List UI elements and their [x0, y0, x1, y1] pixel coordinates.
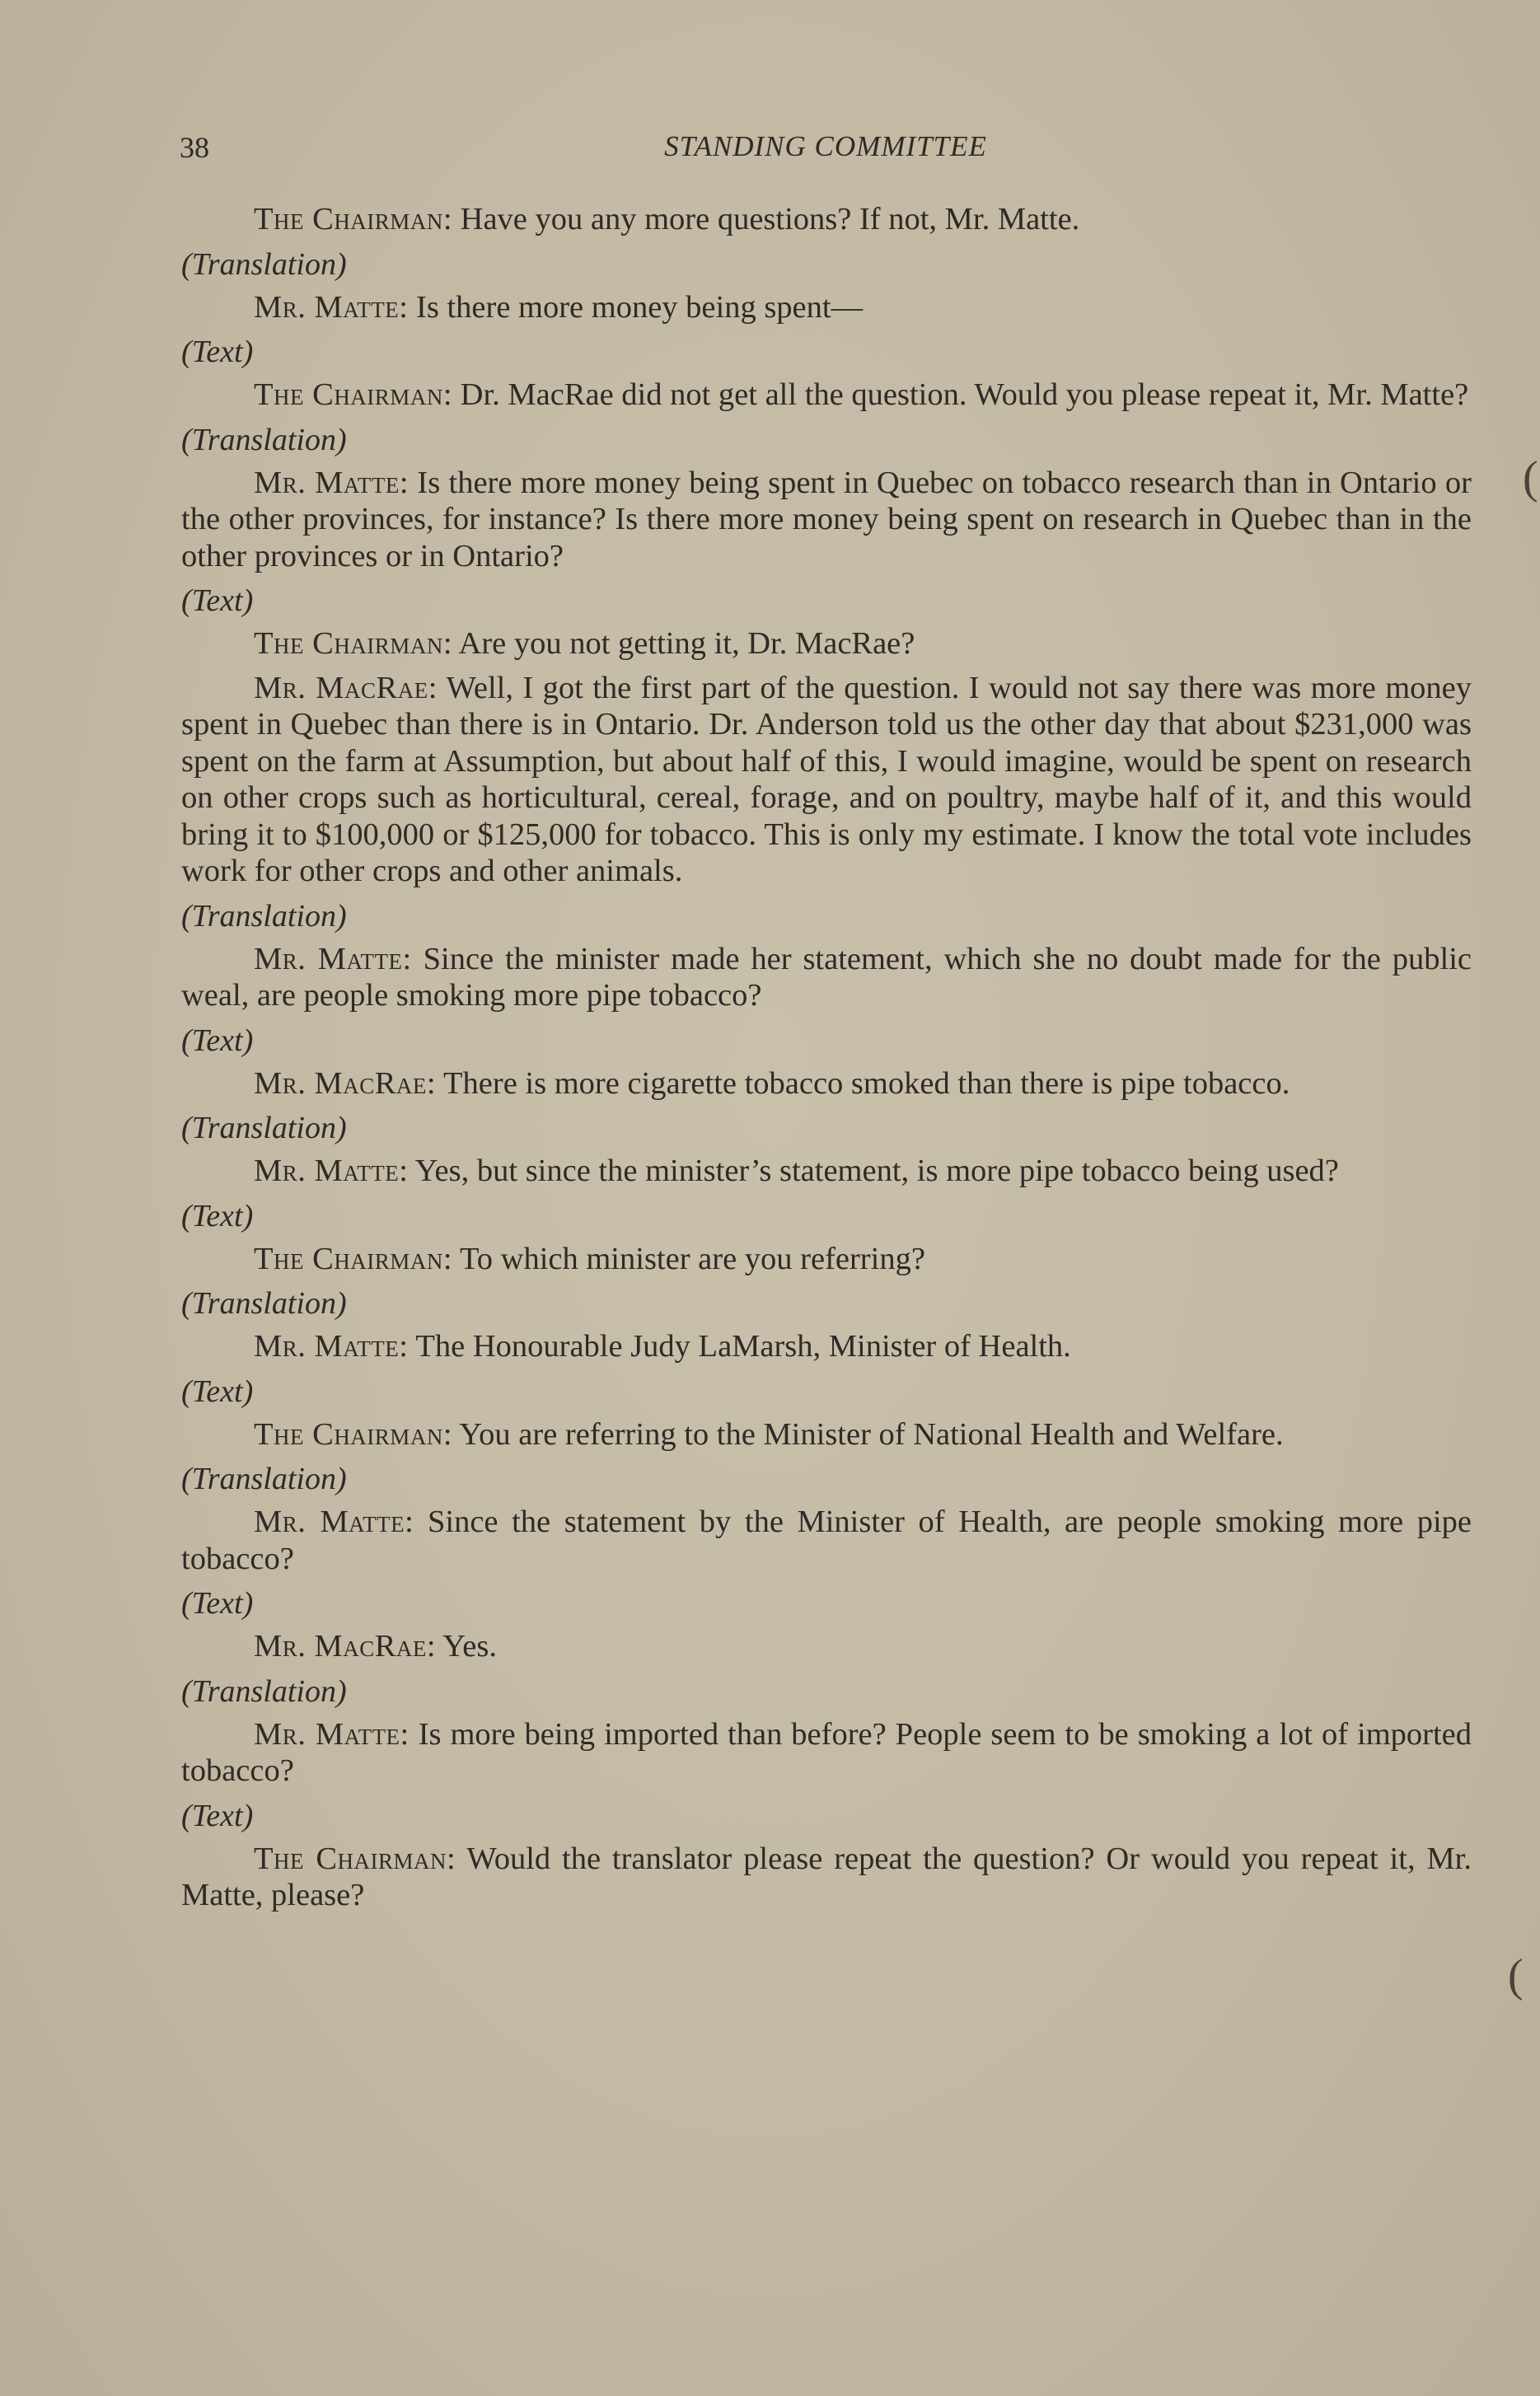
speech-paragraph — [181, 1328, 1472, 1365]
speech-paragraph — [181, 1628, 1472, 1665]
page-header — [180, 130, 1472, 171]
speech-paragraph — [181, 1153, 1472, 1190]
speech-paragraph — [181, 670, 1472, 890]
speech-paragraph — [181, 1065, 1472, 1102]
speech-text: Yes. — [436, 1629, 497, 1664]
language-marker: (Translation) — [181, 898, 347, 934]
speech-text: Yes, but since the minister’s statement, is more pipe tobacco being used? — [408, 1154, 1339, 1188]
speech-paragraph — [181, 1716, 1472, 1790]
language-marker: (Translation) — [181, 422, 347, 457]
speech-text: Are you not getting it, Dr. MacRae? — [452, 626, 915, 661]
speech-text: Is there more money being spent— — [408, 289, 864, 325]
language-marker: (Text) — [181, 1198, 254, 1233]
language-marker: (Translation) — [181, 1462, 347, 1496]
speaker-name: Mr. Matte: — [254, 1505, 414, 1539]
speech-text: Is there more money being spent in Quebec on tobacco research than in Ontario or the other provinces, for instance? Is there more money being spent on research in Quebec than in the other provinces or in Ontario? — [181, 465, 1472, 573]
speaker-name: The Chairman: — [254, 626, 453, 661]
speech-text: There is more cigarette tobacco smoked than there is pipe tobacco. — [436, 1065, 1290, 1101]
language-marker: (Translation) — [181, 1673, 347, 1709]
speech-paragraph — [181, 289, 1472, 326]
speaker-name: Mr. Matte: — [254, 1154, 409, 1188]
language-marker: (Translation) — [181, 1286, 347, 1321]
speech-text: Dr. MacRae did not get all the question. Would you please repeat it, Mr. Matte? — [452, 377, 1469, 412]
speech-text: You are referring to the Minister of National Health and Welfare. — [452, 1416, 1284, 1452]
speaker-name: The Chairman: — [254, 377, 453, 412]
language-marker: (Text) — [181, 1373, 254, 1409]
speech-text: Well, I got the first part of the question. I would not say there was more money spent in Quebec than there is in Ontario. Dr. Anderson told us the other day that about $231,000 was spent on the farm at Assumption, but about half of this, I would imagine, would be spent on research on other crops such as horticultural, cereal, forage, and on poultry, maybe half of it, and this would bring it to $100,000 or $125,000 for tobacco. This is only my estimate. I know the total vote includes work for other crops and other animals. — [181, 670, 1472, 888]
speech-text: Since the statement by the Minister of Health, are people smoking more pipe tobacco? — [181, 1505, 1472, 1576]
speaker-name: Mr. Matte: — [254, 1716, 410, 1752]
language-marker: (Translation) — [181, 1111, 347, 1145]
speech-paragraph — [181, 465, 1472, 575]
speech-text: Have you any more questions? If not, Mr. Matte. — [452, 202, 1080, 236]
speech-text: The Honourable Judy LaMarsh, Minister of Health. — [408, 1329, 1071, 1364]
speaker-name: The Chairman: — [254, 1241, 453, 1276]
speech-paragraph — [181, 1416, 1472, 1453]
speaker-name: Mr. MacRae: — [254, 1629, 437, 1664]
language-marker: (Translation) — [181, 246, 347, 282]
speech-paragraph — [181, 377, 1472, 414]
language-marker: (Text) — [181, 335, 254, 369]
page-number: 38 — [180, 131, 209, 164]
speech-paragraph — [181, 201, 1472, 238]
speech-text: Is more being imported than before? People seem to be smoking a lot of imported tobacco? — [181, 1716, 1472, 1788]
speech-paragraph — [181, 941, 1472, 1014]
speaker-name: The Chairman: — [254, 1841, 456, 1876]
transcript-body — [181, 201, 1472, 1921]
speaker-name: Mr. MacRae: — [254, 1065, 437, 1101]
running-head: STANDING COMMITTEE — [664, 130, 987, 162]
speaker-name: Mr. MacRae: — [254, 670, 438, 705]
speaker-name: Mr. Matte: — [254, 1329, 409, 1364]
edge-mark: ( — [1508, 1950, 1524, 2001]
edge-mark: ( — [1523, 452, 1538, 503]
speech-text: To which minister are you referring? — [452, 1241, 925, 1276]
speaker-name: Mr. Matte: — [254, 465, 410, 500]
language-marker: (Text) — [181, 583, 254, 618]
speaker-name: The Chairman: — [254, 202, 453, 236]
speech-paragraph — [181, 1841, 1472, 1914]
language-marker: (Text) — [181, 1798, 254, 1833]
speaker-name: Mr. Matte: — [254, 289, 409, 325]
speech-text: Would the translator please repeat the question? Or would you repeat it, Mr. Matte, please? — [181, 1841, 1472, 1912]
speaker-name: Mr. Matte: — [254, 941, 412, 976]
language-marker: (Text) — [181, 1023, 254, 1058]
language-marker: (Text) — [181, 1586, 254, 1621]
speech-text: Since the minister made her statement, which she no doubt made for the public weal, are people smoking more pipe tobacco? — [181, 941, 1472, 1013]
speech-paragraph — [181, 1241, 1472, 1278]
speech-paragraph — [181, 1504, 1472, 1577]
speech-paragraph — [181, 625, 1472, 662]
speaker-name: The Chairman: — [254, 1416, 453, 1452]
